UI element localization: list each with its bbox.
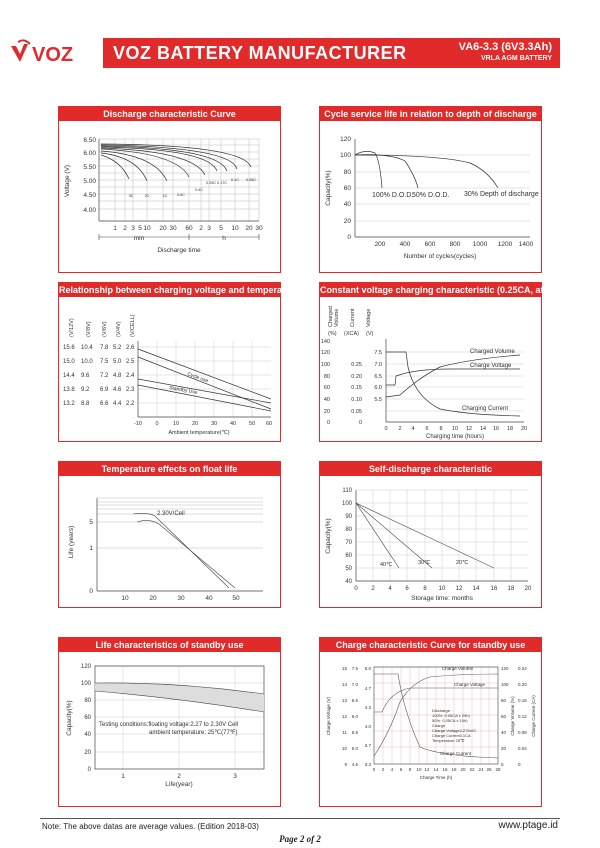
- model-name: VA6-3.3 (6V3.3Ah): [458, 41, 552, 53]
- col-head: (V/12V): [69, 318, 75, 337]
- curve-label: 0.4C: [194, 188, 204, 192]
- unit-min: min: [133, 235, 145, 242]
- yr1-tick: 0: [501, 762, 504, 767]
- y-tick: 110: [342, 488, 352, 494]
- x-tick: 2: [177, 773, 181, 780]
- legend-line: 100%: 0.05CA x 20h): [432, 713, 470, 718]
- x-axis-label: Charge Time (h): [419, 775, 453, 780]
- x-tick: 3: [207, 225, 211, 232]
- line-label-cycle: Cycle use: [186, 371, 209, 385]
- y-tick: 60: [343, 185, 351, 192]
- y-tick: 90: [345, 514, 352, 520]
- x-tick: 6: [399, 767, 403, 772]
- y-axis-label: Capacity(%): [66, 700, 73, 736]
- x-tick: 3: [233, 773, 237, 780]
- y1-tick: 140: [320, 339, 330, 345]
- y-tick: 40: [343, 201, 351, 208]
- curve-label: 2C: [144, 194, 150, 198]
- yl2-tick: 5.5: [351, 730, 358, 735]
- yr2-tick: 0.24: [518, 666, 527, 671]
- x-tick: 30: [177, 595, 185, 602]
- discharge-chart: [59, 121, 280, 272]
- y-axis-label: Voltage (V): [64, 164, 71, 198]
- panel-title: Self-discharge characteristic: [320, 462, 541, 476]
- x-axis-label: Storage time: months: [411, 595, 473, 602]
- table-cell: 7.8: [100, 345, 109, 351]
- yr2-tick: 0.12: [518, 714, 527, 719]
- x-axis-label: Charging time (hours): [425, 434, 485, 440]
- x-tick: 18: [451, 767, 457, 772]
- y-axis-label: Capacity(%): [325, 170, 332, 206]
- y-tick: 40: [345, 579, 352, 585]
- yl1-tick: 13: [341, 698, 347, 703]
- x-tick: 0: [354, 586, 358, 592]
- y3-tick: 7.0: [374, 362, 382, 368]
- x-tick: 14: [472, 586, 480, 592]
- yr2-tick: 0.08: [518, 730, 527, 735]
- head-volume: Volume: [334, 308, 340, 327]
- table-cell: 2.4: [126, 373, 135, 379]
- table-cell: 10.0: [81, 359, 93, 365]
- yl1-tick: 15: [341, 666, 347, 671]
- unit-h: h: [222, 235, 226, 242]
- table-cell: 9.2: [81, 387, 90, 393]
- y-tick: 0: [347, 234, 351, 241]
- table-cell: 6.9: [100, 387, 109, 393]
- y1-tick: 80: [323, 374, 330, 380]
- x-tick: 60: [265, 421, 273, 427]
- label-charging-current: Charging Current: [462, 406, 509, 412]
- head-unit: (%): [328, 331, 337, 337]
- panel-standby-charge: [319, 637, 542, 807]
- x-tick: 400: [399, 241, 411, 248]
- line-label-standby: Standby Use: [168, 385, 198, 396]
- x-tick: 26: [486, 767, 492, 772]
- yl3-tick: 3.3: [364, 762, 371, 767]
- label-30c: 30℃: [418, 560, 431, 566]
- y-tick: 80: [84, 698, 91, 704]
- x-tick: 4: [388, 586, 392, 592]
- x-tick: 3: [131, 225, 135, 232]
- table-cell: 5.2: [113, 345, 122, 351]
- label-voltage: 2.30V/Cell: [157, 511, 185, 517]
- label-charge-voltage: Charge Voltage: [470, 363, 512, 369]
- cv-charge-chart: [320, 297, 541, 441]
- y-tick: 5.00: [83, 178, 96, 185]
- x-tick: 40: [205, 595, 213, 602]
- yl3-tick: 4.0: [364, 724, 371, 729]
- x-tick: 22: [469, 767, 475, 772]
- logo-text: VOZ: [32, 44, 74, 66]
- x-tick: 4: [390, 767, 394, 772]
- x-tick: 40: [229, 421, 237, 427]
- yl2-tick: 7.0: [351, 682, 358, 687]
- y3-tick: 6.5: [374, 374, 382, 380]
- legend-line: Charge Voltage2.275V/C: [432, 728, 477, 733]
- x-tick: 24: [478, 767, 484, 772]
- table-cell: 4.4: [113, 401, 122, 407]
- x-tick: 2: [371, 586, 375, 592]
- panel-title: Cycle service life in relation to depth of discharge: [320, 107, 541, 121]
- x-tick: 20: [520, 426, 528, 432]
- y-tick: 1: [89, 545, 93, 552]
- yl1-tick: 12: [341, 714, 347, 719]
- y-tick: 20: [343, 218, 351, 225]
- test-conditions: Testing conditions:floating voltage:2.27 to 2.30V Cell: [99, 722, 239, 728]
- y-tick: 70: [345, 540, 352, 546]
- table-cell: 6.6: [100, 401, 109, 407]
- x-tick: 2: [381, 767, 385, 772]
- label-40c: 40℃: [380, 562, 393, 568]
- panel-float-life: [58, 461, 281, 608]
- x-tick: 16: [492, 426, 500, 432]
- self-discharge-chart: [320, 476, 541, 607]
- page-header: [0, 0, 600, 75]
- panel-cycle-life: [319, 106, 542, 273]
- table-cell: 5.0: [113, 359, 122, 365]
- label-charge-volume: Charge Volume: [442, 666, 474, 671]
- table-cell: 2.2: [126, 401, 135, 407]
- x-tick: 50: [232, 595, 240, 602]
- col-head: (V/8V): [86, 321, 92, 337]
- yr1-tick: 100: [501, 682, 509, 687]
- y2-tick: 0: [358, 420, 362, 426]
- y-tick: 40: [84, 732, 91, 738]
- y2-tick: 0.15: [351, 385, 362, 391]
- footer-note: Note: The above datas are average values. (Edition 2018-03): [42, 822, 259, 831]
- y1-tick: 20: [323, 409, 330, 415]
- x-tick: 30: [169, 225, 177, 232]
- x-tick: -10: [134, 421, 142, 427]
- yr2-tick: 0.04: [518, 746, 527, 751]
- y-tick: 60: [84, 715, 91, 721]
- table-cell: 4.6: [113, 387, 122, 393]
- panel-cv-charging: [319, 282, 570, 442]
- panel-charge-voltage-temp: [58, 282, 300, 442]
- y2-tick: 0.05: [351, 409, 362, 415]
- x-tick: 8: [439, 426, 443, 432]
- panel-title: Relationship between charging voltage and temperature: [59, 285, 300, 295]
- x-tick: 6: [405, 586, 409, 592]
- legend-line: 50%: 0.05CA x 10h): [432, 718, 468, 723]
- yl2-tick: 5.0: [351, 746, 358, 751]
- x-tick: 8: [423, 586, 427, 592]
- x-tick: 10: [143, 225, 151, 232]
- x-tick: 18: [507, 586, 515, 592]
- curve-label-50: 50% D.O.D.: [412, 192, 450, 199]
- table-cell: 7.2: [100, 373, 109, 379]
- table-cell: 2.6: [126, 345, 135, 351]
- x-tick: 20: [460, 767, 466, 772]
- yl3-tick: 5.0: [364, 666, 371, 671]
- y-tick: 100: [341, 501, 352, 507]
- y3-tick: 5.5: [374, 397, 382, 403]
- x-tick: 10: [451, 426, 459, 432]
- x-tick: 8: [408, 767, 412, 772]
- y-axis-label-right1: Charge Volume (%): [510, 696, 515, 736]
- y-tick: 100: [80, 681, 91, 687]
- head-voltage: Voltage: [366, 308, 372, 327]
- table-cell: 8.8: [81, 401, 90, 407]
- yl1-tick: 9: [344, 762, 347, 767]
- x-tick: 6: [425, 426, 429, 432]
- y3-tick: 6.0: [374, 385, 382, 391]
- y-tick: 4.50: [83, 192, 96, 199]
- yl2-tick: 4.5: [351, 762, 358, 767]
- x-tick: 20: [524, 586, 532, 592]
- x-tick: 1200: [497, 241, 513, 248]
- y1-tick: 40: [323, 397, 330, 403]
- x-axis-label: Discharge time: [157, 247, 201, 254]
- x-tick: 20: [159, 225, 167, 232]
- y-tick: 80: [343, 169, 351, 176]
- yr1-tick: 80: [501, 698, 507, 703]
- x-tick: 600: [424, 241, 436, 248]
- y-tick: 4.00: [83, 207, 96, 214]
- curve-label: 0.17C: [216, 181, 228, 185]
- table-cell: 13.2: [63, 401, 75, 407]
- yl1-tick: 10: [341, 746, 347, 751]
- y1-tick: 0: [326, 420, 330, 426]
- table-cell: 10.4: [81, 345, 93, 351]
- yr2-tick: 0.20: [518, 682, 527, 687]
- x-tick: 10: [231, 225, 239, 232]
- yr1-tick: 120: [501, 666, 509, 671]
- x-tick: 28: [495, 767, 501, 772]
- table-cell: 4.8: [113, 373, 122, 379]
- col-head: (V/4V): [116, 321, 122, 337]
- x-tick: 0: [155, 421, 159, 427]
- panel-title: Temperature effects on float life: [59, 462, 280, 476]
- panel-title: Discharge characteristic Curve: [59, 107, 280, 121]
- x-tick: 16: [490, 586, 498, 592]
- x-tick: 10: [416, 767, 422, 772]
- float-life-chart: [59, 476, 280, 607]
- yl3-tick: 4.3: [364, 705, 371, 710]
- x-tick: 1: [113, 225, 117, 232]
- model-subtitle: VRLA AGM BATTERY: [480, 55, 552, 62]
- label-20c: 20℃: [456, 560, 469, 566]
- label-charged-volume: Charged Volume: [470, 349, 515, 355]
- x-tick: 20: [245, 225, 253, 232]
- x-tick: 10: [438, 586, 446, 592]
- cycle-chart: [320, 121, 541, 272]
- col-head: (V/6V): [102, 321, 108, 337]
- legend-line: Discharge: [432, 708, 451, 713]
- legend-line: Charge: [432, 723, 446, 728]
- x-tick: 60: [185, 225, 193, 232]
- head-unit: (V): [366, 331, 374, 337]
- x-tick: 10: [121, 595, 129, 602]
- x-tick: 2: [398, 426, 402, 432]
- standby-charge-chart: [320, 652, 541, 806]
- curve-label: 0.25C: [205, 181, 217, 185]
- y-tick: 6.00: [83, 150, 96, 157]
- curve-label: 0.6C: [176, 193, 186, 197]
- yl2-tick: 6.5: [351, 698, 358, 703]
- panel-standby-life: [58, 637, 281, 807]
- x-tick: 0: [372, 767, 376, 772]
- footer-divider: [40, 818, 560, 819]
- x-tick: 1000: [472, 241, 488, 248]
- table-cell: 9.6: [81, 373, 90, 379]
- x-tick: 12: [424, 767, 430, 772]
- y-tick: 100: [340, 152, 351, 159]
- y-tick: 80: [345, 527, 352, 533]
- table-cell: 14.4: [63, 373, 75, 379]
- x-axis-label: Ambient temperature(℃): [168, 430, 230, 436]
- y-axis-label: Life (years): [68, 525, 75, 559]
- yr1-tick: 40: [501, 730, 507, 735]
- x-tick: 1400: [518, 241, 534, 248]
- y-axis-label-right2: Charge Current (CA): [531, 695, 536, 737]
- legend-line: Charge Current0.1CA: [432, 733, 471, 738]
- yl2-tick: 7.5: [351, 666, 358, 671]
- table-cell: 7.5: [100, 359, 109, 365]
- yr2-tick: 0: [518, 762, 521, 767]
- table-cell: 13.8: [63, 387, 75, 393]
- x-tick: 14: [433, 767, 439, 772]
- head-charged: Charged: [328, 305, 334, 327]
- label-charge-voltage: Charge Voltage: [454, 682, 486, 687]
- x-tick: 800: [449, 241, 461, 248]
- yl3-tick: 3.7: [364, 743, 371, 748]
- x-tick: 5: [219, 225, 223, 232]
- x-tick: 14: [479, 426, 487, 432]
- x-tick: 20: [191, 421, 199, 427]
- x-tick: 18: [506, 426, 514, 432]
- voz-logo: [8, 38, 103, 68]
- x-tick: 1: [121, 773, 125, 780]
- y-tick: 0: [89, 588, 93, 595]
- x-tick: 0: [384, 426, 388, 432]
- label-charge-current: Charge Current: [440, 751, 472, 756]
- table-cell: 2.3: [126, 387, 135, 393]
- yl2-tick: 6.0: [351, 714, 358, 719]
- page-number: Page 2 of 2: [279, 834, 321, 844]
- y1-tick: 60: [323, 385, 330, 391]
- x-tick: 10: [172, 421, 180, 427]
- x-tick: 30: [255, 225, 263, 232]
- x-tick: 12: [455, 586, 463, 592]
- y-tick: 60: [345, 553, 352, 559]
- x-tick: 50: [248, 421, 256, 427]
- y2-tick: 0.10: [351, 397, 362, 403]
- table-cell: 15.0: [63, 359, 75, 365]
- y-tick: 120: [80, 664, 91, 670]
- curve-label-30: 30% Depth of discharge: [464, 191, 539, 198]
- y-tick: 5.50: [83, 164, 96, 171]
- y-axis-label: Capacity(%): [325, 518, 332, 554]
- yl3-tick: 4.7: [364, 686, 371, 691]
- curve-label: 0.05C: [245, 178, 257, 182]
- page-title: VOZ BATTERY MANUFACTURER: [113, 43, 407, 63]
- panel-discharge-curve: [58, 106, 281, 273]
- y-tick: 120: [340, 136, 351, 143]
- x-tick: 2: [199, 225, 203, 232]
- curve-label-100: 100% D.O.D.: [372, 192, 414, 199]
- x-axis-label: Number of cycles(cycles): [403, 253, 477, 260]
- x-axis-label: Life(year): [165, 781, 193, 788]
- col-head: (V/CELL): [130, 314, 136, 337]
- y-tick: 6.50: [83, 137, 96, 144]
- y-tick: 20: [84, 750, 91, 756]
- x-tick: 12: [465, 426, 473, 432]
- x-tick: 20: [149, 595, 157, 602]
- yr1-tick: 60: [501, 714, 507, 719]
- table-cell: 2.5: [126, 359, 135, 365]
- panel-self-discharge: [319, 461, 542, 608]
- charge-temp-chart: [59, 297, 280, 441]
- y-axis-label-left: Charge Voltage (V): [326, 696, 331, 736]
- yl1-tick: 11: [342, 730, 347, 735]
- yl1-tick: 14: [341, 682, 347, 687]
- header-bar: [103, 38, 560, 68]
- x-tick: 5: [138, 225, 142, 232]
- panel-title: Life characteristics of standby use: [59, 638, 280, 652]
- y2-tick: 0.20: [351, 374, 362, 380]
- y2-tick: 0.25: [351, 362, 362, 368]
- standby-life-chart: [59, 652, 280, 806]
- yr2-tick: 0.16: [518, 698, 527, 703]
- x-tick: 2: [123, 225, 127, 232]
- x-tick: 16: [442, 767, 448, 772]
- y1-tick: 120: [320, 350, 330, 356]
- yr1-tick: 20: [501, 746, 507, 751]
- footer-website[interactable]: www.ptage.id: [498, 820, 558, 831]
- y1-tick: 100: [320, 362, 330, 368]
- table-cell: 15.6: [63, 345, 75, 351]
- curve-label: 0.1C: [230, 178, 240, 182]
- head-current: Current: [350, 308, 356, 327]
- legend-line: Temperature 25℃: [432, 738, 465, 743]
- y-tick: 0: [87, 767, 91, 773]
- curve-label: 1C: [162, 194, 168, 198]
- panel-title: Constant voltage charging characteristic (0.25CA, at 25℃): [320, 285, 570, 295]
- head-unit: (XCA): [344, 331, 359, 337]
- test-temperature: ambient temperature: 25℃(77℉): [149, 730, 238, 736]
- y3-tick: 7.5: [374, 350, 382, 356]
- curve-label: 3C: [128, 194, 134, 198]
- y-tick: 50: [345, 566, 352, 572]
- x-tick: 4: [411, 426, 415, 432]
- y-tick: 5: [89, 519, 93, 526]
- x-tick: 30: [210, 421, 218, 427]
- x-tick: 200: [374, 241, 386, 248]
- panel-title: Charge characteristic Curve for standby use: [320, 638, 541, 652]
